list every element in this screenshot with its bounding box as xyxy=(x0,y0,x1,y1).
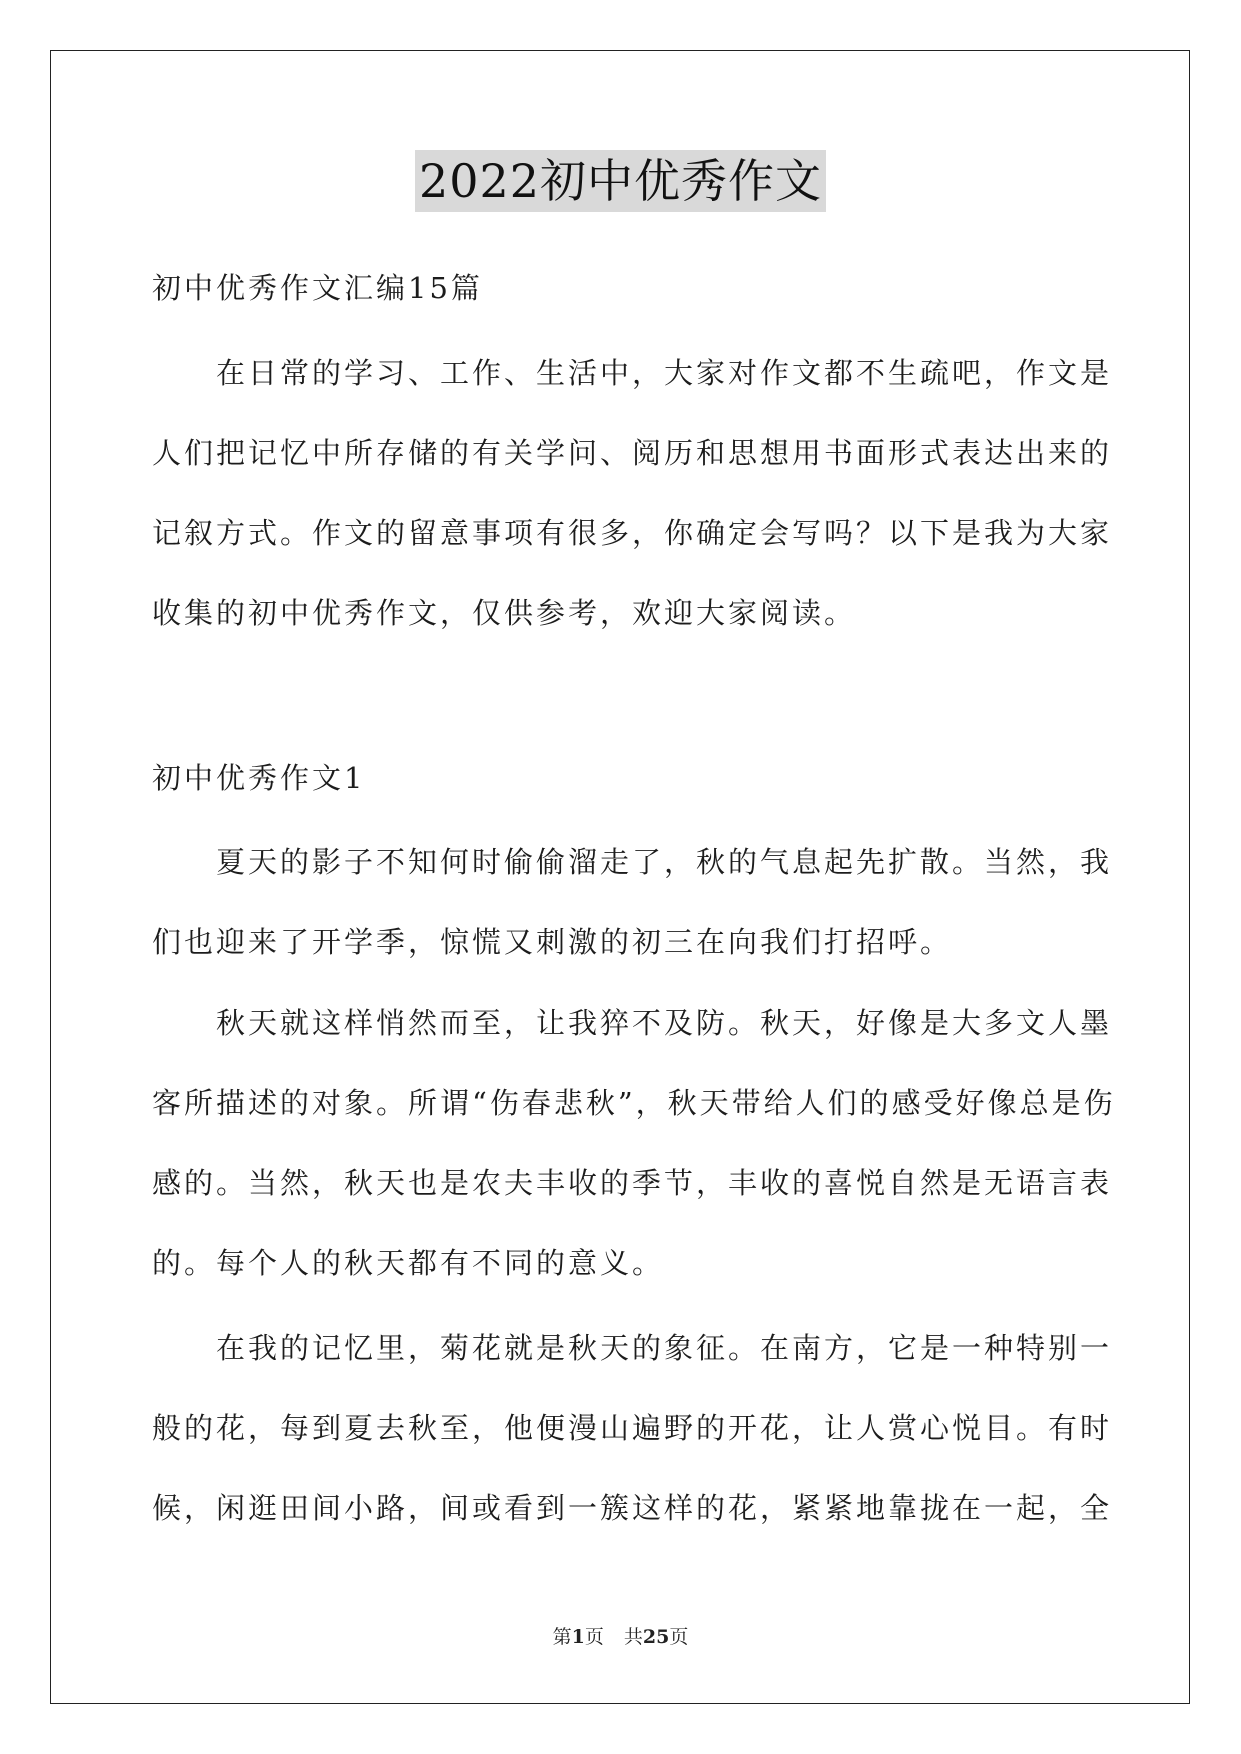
paragraph-line: 记叙方式。作文的留意事项有很多，你确定会写吗？以下是我为大家 xyxy=(152,516,1113,550)
total-suffix: 页 xyxy=(669,1626,689,1648)
subtitle: 初中优秀作文汇编15篇 xyxy=(152,271,483,305)
paragraph-line: 般的花，每到夏去秋至，他便漫山遍野的开花，让人赏心悦目。有时 xyxy=(152,1411,1113,1445)
title-container xyxy=(0,150,1241,212)
total-prefix: 共 xyxy=(623,1626,643,1648)
document-title: 2022初中优秀作文 xyxy=(415,150,826,212)
paragraph-line: 的。每个人的秋天都有不同的意义。 xyxy=(152,1246,665,1280)
paragraph-line: 候，闲逛田间小路，间或看到一簇这样的花，紧紧地靠拢在一起，全 xyxy=(152,1491,1113,1525)
paragraph-line: 人们把记忆中所存储的有关学问、阅历和思想用书面形式表达出来的 xyxy=(152,436,1113,470)
paragraph-line: 夏天的影子不知何时偷偷溜走了，秋的气息起先扩散。当然，我 xyxy=(216,845,1113,879)
paragraph-line: 收集的初中优秀作文，仅供参考，欢迎大家阅读。 xyxy=(152,596,857,630)
section-heading: 初中优秀作文1 xyxy=(152,761,366,795)
paragraph-line: 在日常的学习、工作、生活中，大家对作文都不生疏吧，作文是 xyxy=(216,356,1113,390)
page-footer xyxy=(0,1624,1241,1650)
paragraph-line: 们也迎来了开学季，惊慌又刺激的初三在向我们打招呼。 xyxy=(152,925,953,959)
paragraph-line: 客所描述的对象。所谓“伤春悲秋”，秋天带给人们的感受好像总是伤 xyxy=(152,1086,1116,1120)
paragraph-line: 秋天就这样悄然而至，让我猝不及防。秋天，好像是大多文人墨 xyxy=(216,1006,1113,1040)
paragraph-line: 感的。当然，秋天也是农夫丰收的季节，丰收的喜悦自然是无语言表 xyxy=(152,1166,1113,1200)
paragraph-line: 在我的记忆里，菊花就是秋天的象征。在南方，它是一种特别一 xyxy=(216,1331,1113,1365)
page-number: 1 xyxy=(571,1626,585,1648)
page-prefix: 第 xyxy=(552,1626,572,1648)
total-pages: 25 xyxy=(642,1626,670,1648)
page-suffix: 页 xyxy=(584,1626,604,1648)
